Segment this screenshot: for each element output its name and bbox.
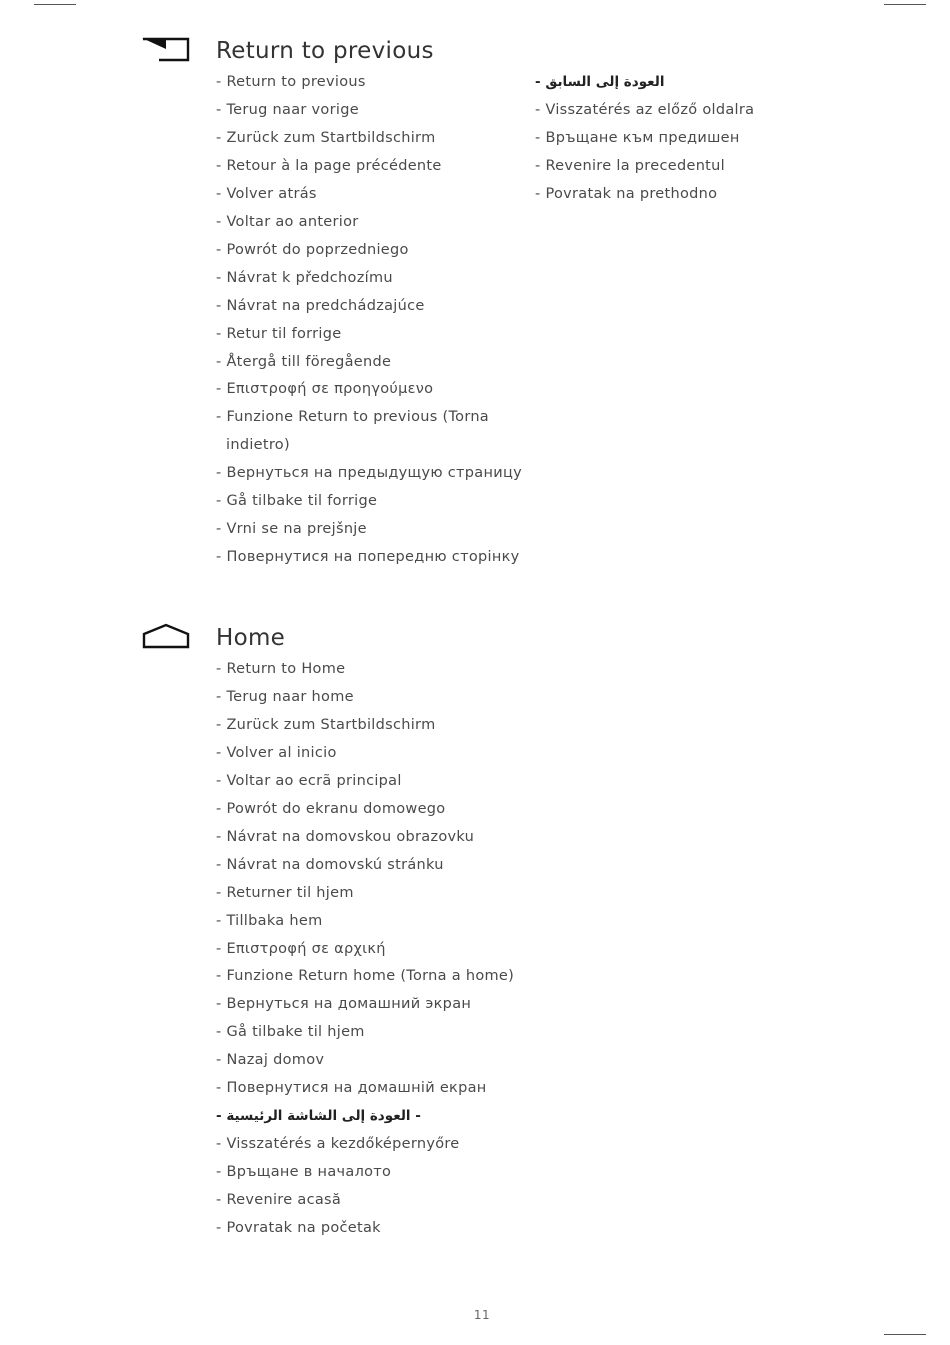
list-item-continuation: indietro) [226,437,290,454]
list-item: - Returner til hjem [216,884,354,901]
list-item: - Volver al inicio [216,744,337,761]
list-item: - Връщане към предишен [535,129,740,146]
list-item: - Вернуться на предыдущую страницу [216,465,523,482]
list-item-arabic: - العودة إلى الشاشة الرئيسية - [216,1108,421,1125]
list-item: - Voltar ao anterior [216,213,359,230]
list-item: - Revenire acasă [216,1192,342,1209]
crop-mark-top-left [34,4,76,5]
list-item: - Return to previous [216,74,366,90]
list-item: - Zurück zum Startbildschirm [216,716,436,733]
list-item: - Повернутися на домашній екран [216,1080,487,1097]
list-item: - Návrat k předchozímu [216,269,393,286]
list-item: - Return to Home [216,661,346,677]
list-item: - Revenire la precedentul [535,157,725,174]
list-item: - Повернутися на попередню сторінку [216,549,520,566]
list-item: - Funzione Return to previous (Torna [216,409,489,426]
home-list [216,656,514,1243]
return-list-right [535,69,754,209]
list-item: - Вернуться на домашний экран [216,996,472,1013]
list-item: - Zurück zum Startbildschirm [216,129,436,146]
return-icon [140,36,192,64]
list-item: - Voltar ao ecrã principal [216,772,402,789]
page-number: 11 [473,1308,491,1322]
home-icon [141,623,191,651]
list-item: - Επιστροφή σε προηγούμενο [216,381,434,398]
list-item: - Επιστροφή σε αρχική [216,940,386,957]
list-item: - Návrat na domovskú stránku [216,856,444,873]
list-item: - Volver atrás [216,185,317,202]
list-item: - Powrót do ekranu domowego [216,800,446,817]
list-item: - Funzione Return home (Torna a home) [216,968,515,985]
list-item: - Retur til forrige [216,325,342,342]
list-item: - Retour à la page précédente [216,157,442,174]
crop-mark-top-right [884,4,926,5]
section-title-home: Home [216,625,286,651]
list-item: - Återgå till föregående [216,353,392,370]
crop-mark-bottom-right [884,1334,926,1335]
return-list-left [216,69,522,572]
list-item: - Gå tilbake til forrige [216,493,378,510]
list-item: - Връщане в началото [216,1164,392,1181]
list-item: - Vrni se na prejšnje [216,521,367,538]
list-item: - Návrat na predchádzajúce [216,297,425,314]
list-item: - Návrat na domovskou obrazovku [216,828,475,845]
list-item: - Povratak na prethodno [535,185,718,202]
list-item: - Terug naar home [216,688,354,705]
list-item: - Povratak na početak [216,1220,381,1237]
list-item: - Powrót do poprzedniego [216,241,409,258]
list-item: - Terug naar vorige [216,101,359,118]
list-item: - Nazaj domov [216,1052,325,1069]
list-item: - Visszatérés az előző oldalra [535,101,755,118]
list-item: - Tillbaka hem [216,912,323,929]
list-item: - Visszatérés a kezdőképernyőre [216,1136,460,1153]
section-title-return: Return to previous [216,38,434,64]
list-item: - Gå tilbake til hjem [216,1024,365,1041]
list-item-arabic: - العودة إلى السابق [535,74,665,90]
